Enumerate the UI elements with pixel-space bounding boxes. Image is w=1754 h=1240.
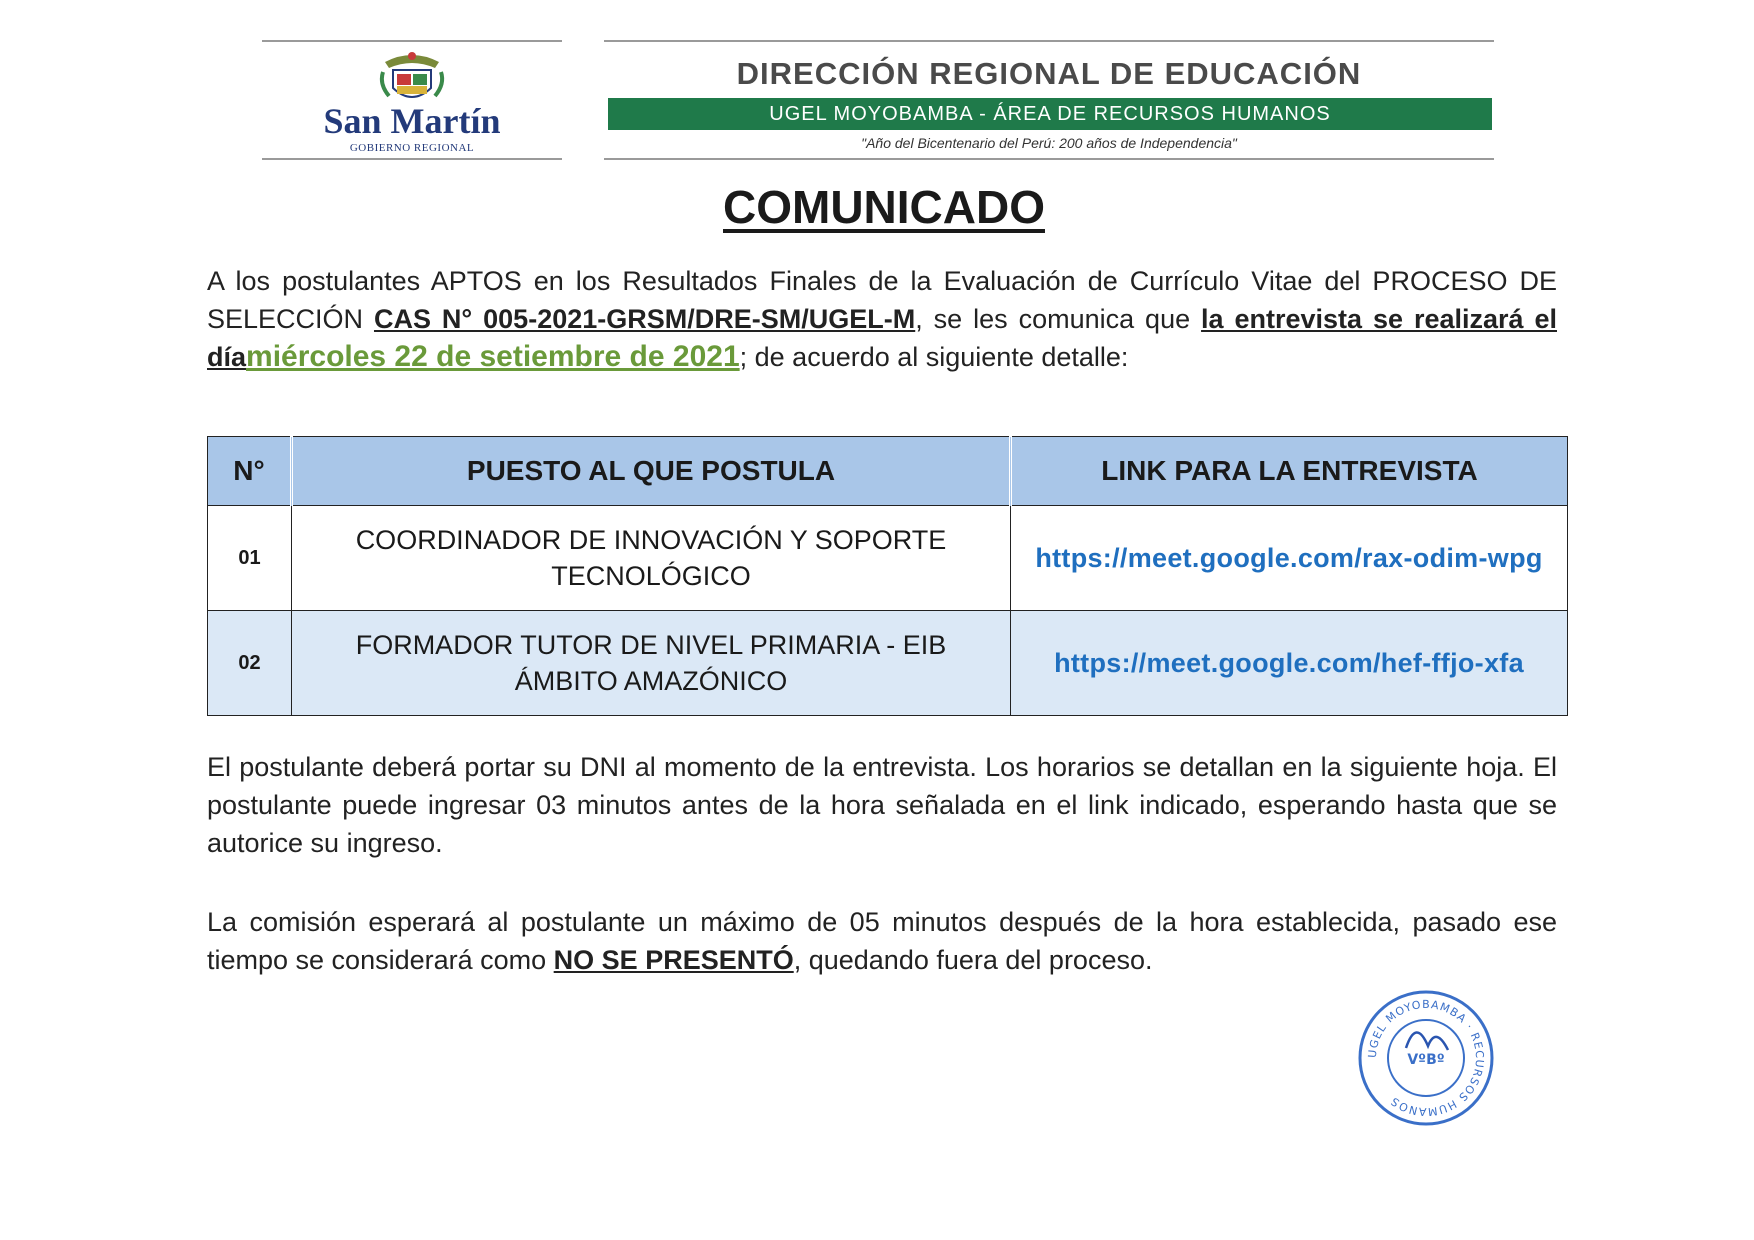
note-dni-paragraph: El postulante deberá portar su DNI al momento de la entrevista. Los horarios se detallan en la siguiente hoja. El postulante puede ingresar 03 minutos antes de la hora señalada en el link indicado, esperando hasta que se autorice su ingreso.: [207, 752, 1557, 858]
brand-subtitle: GOBIERNO REGIONAL: [349, 142, 475, 154]
table-header-row: [208, 437, 1568, 506]
row-number: 01: [208, 506, 292, 611]
interview-link[interactable]: https://meet.google.com/hef-ffjo-xfa: [1011, 611, 1568, 716]
interview-table: [207, 436, 1568, 716]
intro-text-1: A los postulantes APTOS en los Resultados Finales de la Evaluación de Currículo Vitae del PROCESO DE SELECCIÓN: [207, 266, 1557, 334]
page-title: COMUNICADO: [723, 181, 1045, 233]
intro-text-3: ; de acuerdo al siguiente detalle:: [739, 342, 1129, 372]
seal-center-text: VºBº: [1407, 1052, 1445, 1068]
year-motto: "Año del Bicentenario del Perú: 200 años de Independencia": [861, 135, 1237, 151]
table-row: [208, 506, 1568, 611]
process-code: CAS N° 005-2021-GRSM/DRE-SM/UGEL-M: [373, 304, 916, 334]
header-link: LINK PARA LA ENTREVISTA: [1011, 437, 1568, 506]
brand-name: San Martín: [323, 101, 501, 141]
crest-icon: [375, 48, 449, 108]
intro-paragraph: [207, 262, 1557, 376]
note-waiting-paragraph: [207, 903, 1557, 979]
no-show-emphasis: NO SE PRESENTÓ: [553, 945, 794, 975]
seal-ring-text: UGEL MOYOBAMBA · RECURSOS HUMANOS: [1365, 997, 1487, 1119]
unit-band: UGEL MOYOBAMBA - ÁREA DE RECURSOS HUMANOS: [608, 98, 1492, 130]
header-position: PUESTO AL QUE POSTULA: [292, 437, 1011, 506]
interview-date: miércoles 22 de setiembre de 2021: [246, 340, 740, 373]
table-row: [208, 611, 1568, 716]
interview-link[interactable]: https://meet.google.com/rax-odim-wpg: [1011, 506, 1568, 611]
regional-government-logo: [262, 40, 562, 160]
institution-banner: [604, 40, 1494, 160]
note-text-1: La comisión esperará al postulante un máximo de 05 minutos después de la hora establecida, pasado ese tiempo se considerará como: [207, 907, 1557, 975]
note-text-2: , quedando fuera del proceso.: [793, 945, 1153, 975]
institution-name: DIRECCIÓN REGIONAL DE EDUCACIÓN: [736, 56, 1362, 91]
header-number: N°: [208, 437, 292, 506]
row-position: FORMADOR TUTOR DE NIVEL PRIMARIA - EIB ÁMBITO AMAZÓNICO: [292, 611, 1011, 716]
official-seal-icon: [1356, 988, 1496, 1128]
row-position: COORDINADOR DE INNOVACIÓN Y SOPORTE TECNOLÓGICO: [292, 506, 1011, 611]
intro-text-2: , se les comunica que: [915, 304, 1202, 334]
interview-phrase: la entrevista se realizará el día: [207, 304, 1557, 372]
row-number: 02: [208, 611, 292, 716]
